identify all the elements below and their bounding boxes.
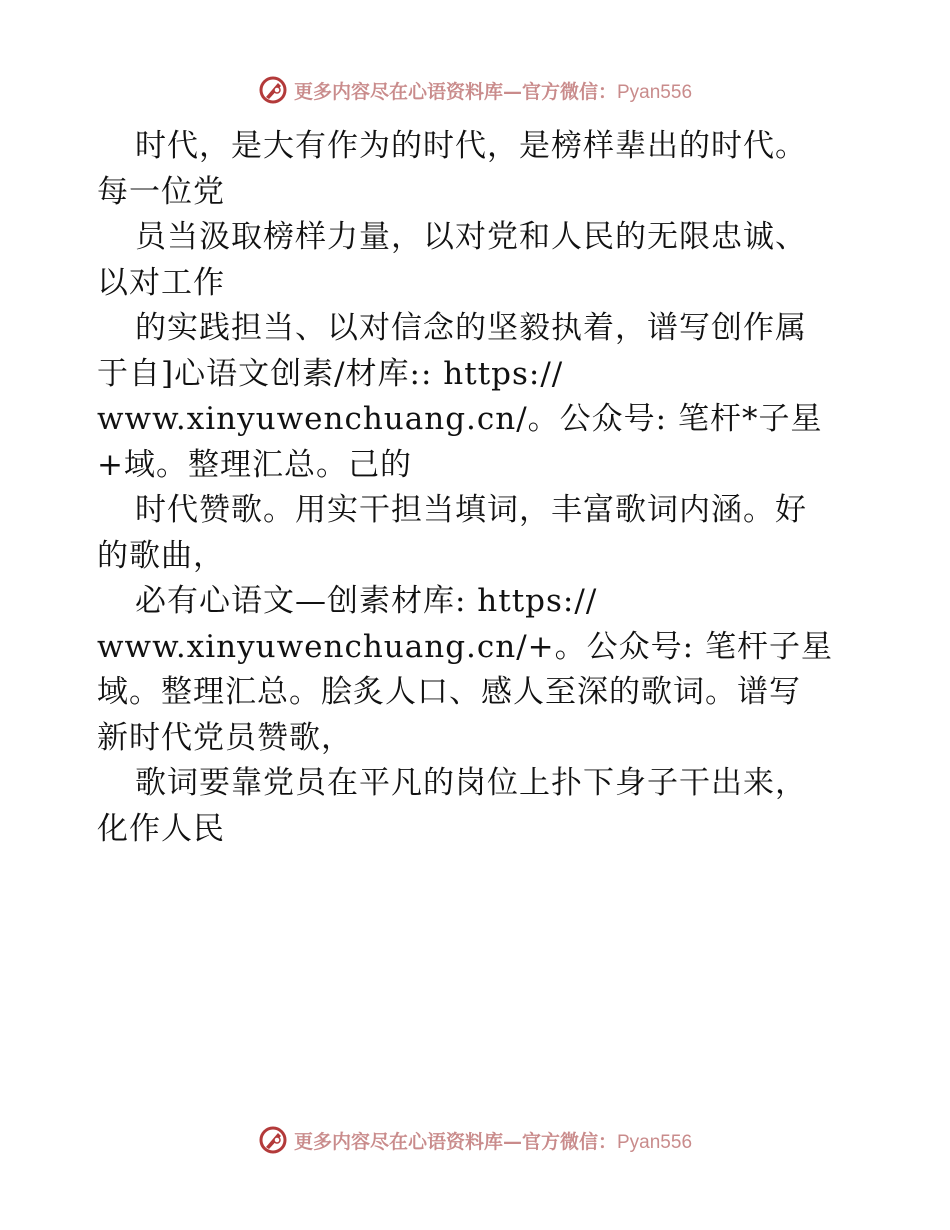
body-line: 以对工作 <box>97 264 225 301</box>
pen-circle-icon <box>258 75 288 105</box>
footer-wechat-id: Pyan556 <box>617 1131 693 1153</box>
body-line: 时代赞歌。用实干担当填词，丰富歌词内涵。好 <box>135 492 807 528</box>
pen-circle-icon <box>258 1125 288 1155</box>
body-line: www.xinyuwenchuang.cn/+。公众号: 笔杆子星 <box>97 628 833 665</box>
body-line: 于自]心语文创素/材库:: https:// <box>97 355 564 392</box>
body-line: 员当汲取榜样力量，以对党和人民的无限忠诚、 <box>135 219 807 255</box>
body-line: 的歌曲， <box>97 537 225 574</box>
header-wechat-id: Pyan556 <box>617 81 693 103</box>
body-line: 必有心语文—创素材库: https:// <box>135 583 598 619</box>
body-line: 歌词要靠党员在平凡的岗位上扑下身子干出来， <box>135 765 807 801</box>
body-line: 化作人民 <box>97 810 225 847</box>
body-line: 域。整理汇总。脍炙人口、感人至深的歌词。谱写 <box>97 674 801 710</box>
body-line: www.xinyuwenchuang.cn/。公众号: 笔杆*子星 <box>97 401 823 437</box>
footer-label: 更多内容尽在心语资料库—官方微信： <box>293 1130 617 1153</box>
header-banner <box>0 70 950 110</box>
body-line: 新时代党员赞歌， <box>97 719 353 756</box>
document-body <box>97 124 857 852</box>
footer-banner <box>0 1120 950 1160</box>
body-line: +域。整理汇总。己的 <box>97 446 412 483</box>
body-line: 的实践担当、以对信念的坚毅执着，谱写创作属 <box>135 310 807 346</box>
body-line: 时代，是大有作为的时代，是榜样辈出的时代。 <box>135 128 807 164</box>
header-text <box>294 77 692 104</box>
body-line: 每一位党 <box>97 173 225 210</box>
footer-text <box>294 1127 692 1154</box>
header-label: 更多内容尽在心语资料库—官方微信： <box>293 80 617 103</box>
